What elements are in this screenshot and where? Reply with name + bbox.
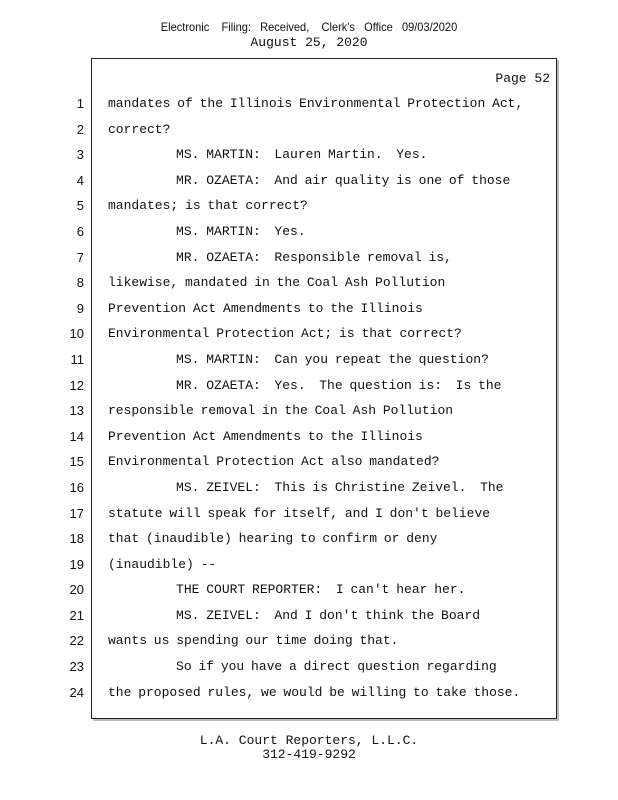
line-number: 3: [76, 147, 84, 163]
transcript-line: MS. MARTIN: Can you repeat the question?: [108, 351, 489, 367]
line-number: 7: [76, 249, 84, 265]
transcript-line: mandates; is that correct?: [108, 198, 308, 214]
transcript-line: wants us spending our time doing that.: [108, 633, 399, 649]
page-number: Page 52: [495, 71, 550, 86]
transcript-line: MR. OZAETA: And air quality is one of those: [108, 172, 511, 188]
line-number: 24: [69, 684, 84, 700]
transcript-line: MR. OZAETA: Yes. The question is: Is the: [108, 377, 502, 393]
transcript-line: THE COURT REPORTER: I can't hear her.: [108, 582, 466, 598]
line-number: 22: [69, 633, 84, 649]
line-number: 4: [76, 172, 84, 188]
transcript-line: Prevention Act Amendments to the Illinois: [108, 300, 423, 316]
transcript-line: MS. MARTIN: Lauren Martin. Yes.: [108, 147, 428, 163]
court-reporter-company: L.A. Court Reporters, L.L.C.: [199, 733, 419, 748]
line-number: 10: [69, 326, 84, 342]
line-number: 9: [76, 300, 84, 316]
transcript-body: [108, 96, 553, 710]
hearing-date: August 25, 2020: [250, 35, 368, 50]
court-reporter-phone: 312-419-9292: [262, 747, 356, 762]
line-number: 1: [76, 96, 84, 111]
filing-stamp: Electronic Filing: Received, Clerk's Office 09/03/2020: [160, 20, 458, 34]
transcript-line: statute will speak for itself, and I don't believe: [108, 505, 491, 521]
transcript-line: mandates of the Illinois Environmental Protection Act,: [108, 96, 524, 111]
line-number: 12: [69, 377, 84, 393]
line-number: 6: [76, 223, 84, 239]
transcript-line: MS. ZEIVEL: This is Christine Zeivel. The: [108, 479, 504, 495]
line-number: 5: [76, 198, 84, 214]
transcript-line: responsible removal in the Coal Ash Pollution: [108, 403, 454, 419]
transcript-line: that (inaudible) hearing to confirm or deny: [108, 531, 438, 547]
line-number: 15: [69, 454, 84, 470]
transcript-line: (inaudible) --: [108, 556, 217, 572]
line-number: 17: [69, 505, 84, 521]
line-number: 19: [69, 556, 84, 572]
line-number: 14: [69, 428, 84, 444]
line-number: 21: [69, 607, 84, 623]
line-number: 13: [69, 403, 84, 419]
transcript-line: correct?: [108, 121, 171, 137]
transcript-line: MS. ZEIVEL: And I don't think the Board: [108, 607, 481, 623]
transcript-line: MS. MARTIN: Yes.: [108, 223, 306, 239]
line-number: 18: [69, 531, 84, 547]
transcript-line: MR. OZAETA: Responsible removal is,: [108, 249, 452, 265]
transcript-line: Environmental Protection Act also mandated?: [108, 454, 440, 470]
transcript-line: the proposed rules, we would be willing to take those.: [108, 684, 521, 700]
line-number: 2: [76, 121, 84, 137]
line-number-column: [60, 96, 84, 710]
transcript-line: So if you have a direct question regarding: [108, 659, 497, 675]
line-number: 11: [70, 351, 84, 367]
transcript-line: Environmental Protection Act; is that correct?: [108, 326, 462, 342]
transcript-line: Prevention Act Amendments to the Illinois: [108, 428, 423, 444]
line-number: 8: [76, 275, 84, 291]
transcript-line: likewise, mandated in the Coal Ash Pollution: [108, 275, 446, 291]
line-number: 16: [69, 479, 84, 495]
line-number: 23: [69, 659, 84, 675]
line-number: 20: [69, 582, 84, 598]
